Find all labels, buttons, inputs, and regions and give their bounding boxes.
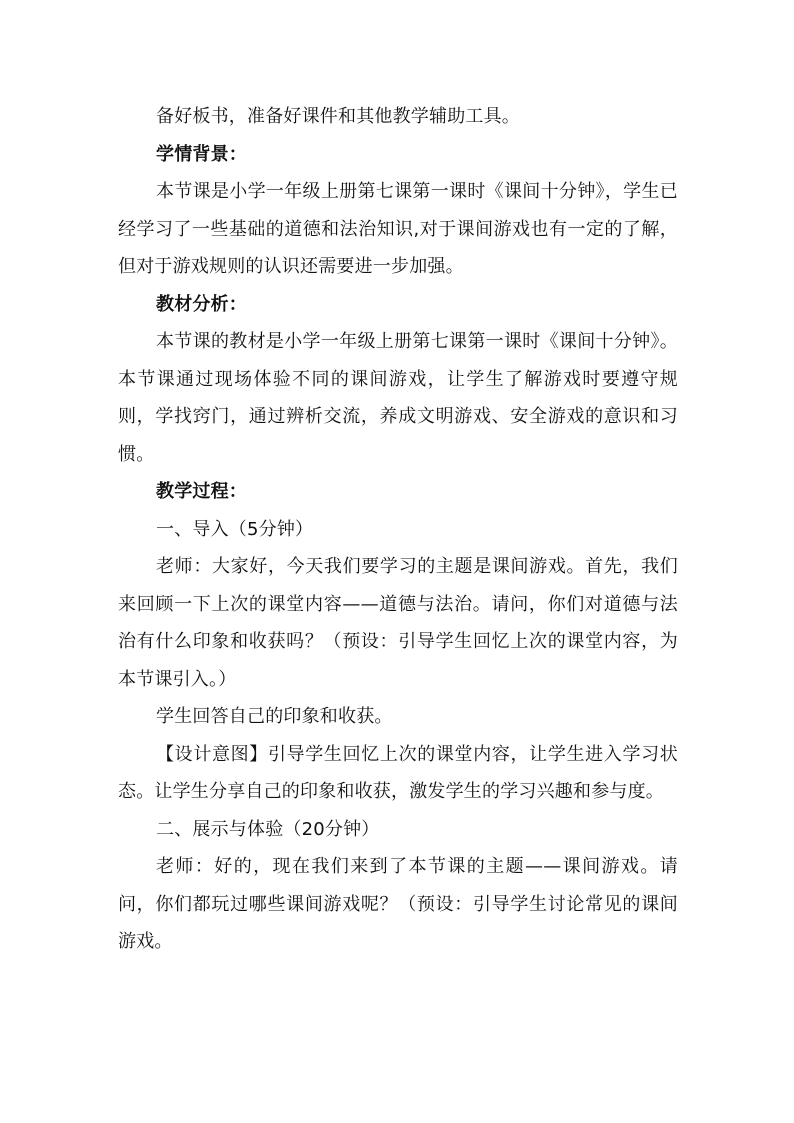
student-response-paragraph: 学生回答自己的印象和收获。	[156, 706, 393, 727]
section-heading-teaching-process: 教学过程：	[156, 481, 247, 502]
section-heading-learning-background: 学情背景：	[156, 143, 247, 165]
step-heading-display-experience: 二、展示与体验（20分钟）	[156, 818, 380, 840]
teacher-introduction-paragraph: 老师：大家好，今天我们要学习的主题是课间游戏。首先，我们来回顾一下上次的课堂内容——道德与法治。请问，你们对道德与法治有什么印象和收获吗？（预设：引导学生回忆上次的课堂内容，为本节课引入。）	[118, 556, 678, 690]
document-body	[118, 98, 678, 961]
preparation-paragraph: 备好板书，准备好课件和其他教学辅助工具。	[156, 106, 520, 127]
learning-background-paragraph: 本节课是小学一年级上册第七课第一课时《课间十分钟》，学生已经学习了一些基础的道德和法治知识,对于课间游戏也有一定的了解，但对于游戏规则的认识还需要进一步加强。	[118, 181, 678, 277]
section-heading-material-analysis: 教材分析：	[156, 293, 247, 315]
design-intent-paragraph: 【设计意图】引导学生回忆上次的课堂内容，让学生进入学习状态。让学生分享自己的印象和收获，激发学生的学习兴趣和参与度。	[118, 743, 678, 802]
step-heading-introduction: 一、导入（5分钟）	[156, 518, 314, 540]
material-analysis-paragraph: 本节课的教材是小学一年级上册第七课第一课时《课间十分钟》。本节课通过现场体验不同的课间游戏，让学生了解游戏时要遵守规则，学找窍门，通过辨析交流，养成文明游戏、安全游戏的意识和习惯。	[118, 331, 678, 465]
teacher-game-question-paragraph: 老师：好的，现在我们来到了本节课的主题——课间游戏。请问，你们都玩过哪些课间游戏呢？（预设：引导学生讨论常见的课间游戏。	[118, 856, 678, 952]
